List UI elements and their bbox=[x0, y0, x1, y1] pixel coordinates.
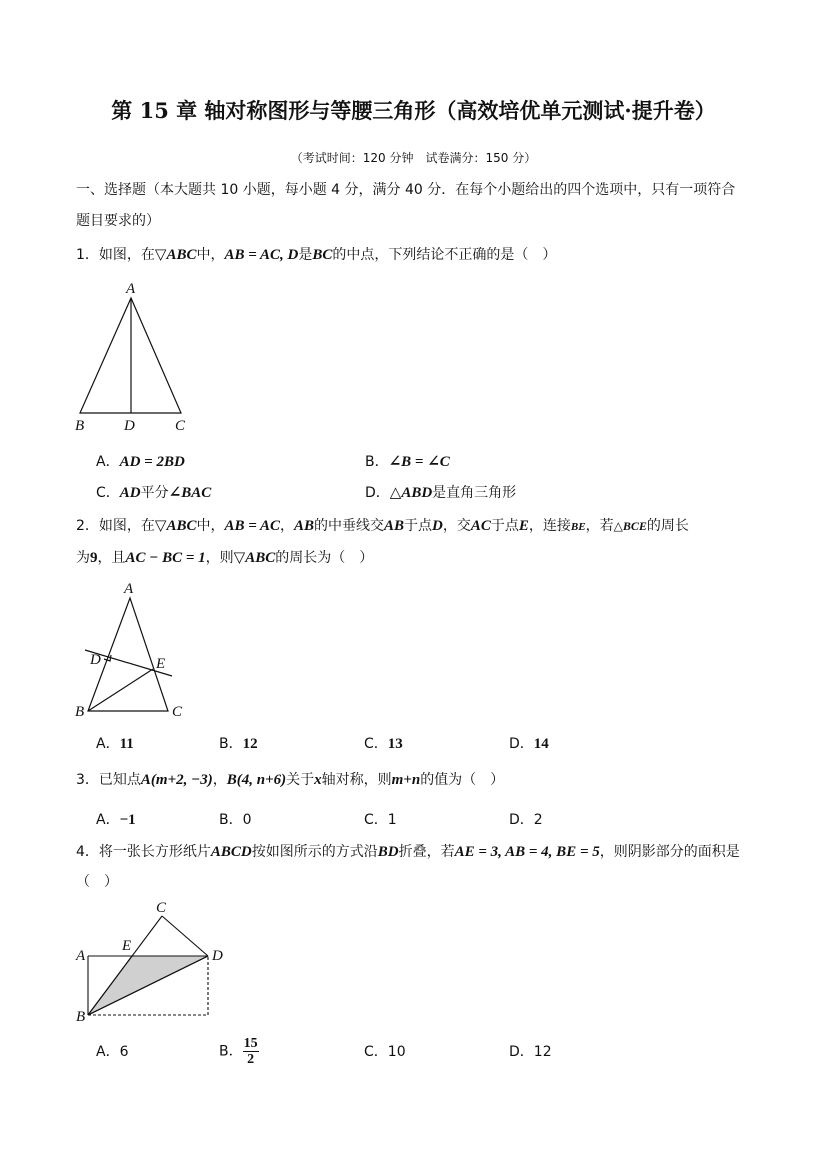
value: 1 bbox=[387, 812, 397, 828]
label-a: A bbox=[76, 948, 86, 964]
label-a: A bbox=[124, 581, 134, 597]
text: 折叠，若 bbox=[398, 844, 455, 860]
question-3 bbox=[76, 770, 504, 790]
option-key: B． bbox=[219, 812, 243, 828]
math: BC bbox=[312, 247, 333, 263]
text: 的周长 bbox=[646, 518, 689, 534]
label-c: C bbox=[175, 418, 186, 434]
figure-q1 bbox=[80, 298, 181, 413]
math: AC bbox=[470, 518, 491, 534]
math: AD bbox=[119, 485, 141, 501]
option-key: B． bbox=[219, 1043, 243, 1060]
text: 1．如图，在 bbox=[76, 247, 155, 263]
option-c[interactable] bbox=[364, 810, 397, 830]
math: m+n bbox=[391, 772, 421, 788]
label-b: B bbox=[76, 1009, 86, 1025]
option-key: B． bbox=[219, 736, 243, 752]
text: 按如图所示的方式沿 bbox=[251, 844, 378, 860]
option-key: C． bbox=[96, 485, 120, 501]
option-d[interactable] bbox=[509, 1042, 552, 1062]
text: 为 bbox=[76, 550, 90, 566]
option-a[interactable] bbox=[96, 452, 185, 472]
label-c: C bbox=[172, 704, 183, 720]
question-2-cont bbox=[76, 548, 373, 568]
option-key: A． bbox=[96, 812, 120, 828]
math: x bbox=[314, 772, 322, 788]
text: 的周长为（ ） bbox=[275, 550, 374, 566]
text: 的值为（ ） bbox=[420, 772, 505, 788]
text: ， bbox=[212, 772, 227, 788]
option-key: A． bbox=[96, 736, 120, 752]
value: 2 bbox=[533, 812, 543, 828]
math: ∠B = ∠C bbox=[388, 454, 450, 470]
option-c[interactable] bbox=[364, 734, 403, 754]
math: △ABD bbox=[389, 485, 433, 501]
label-a: A bbox=[126, 281, 136, 297]
label-c: C bbox=[156, 900, 167, 916]
text: 是直角三角形 bbox=[432, 485, 517, 501]
text: 关于 bbox=[286, 772, 315, 788]
text: 平分 bbox=[140, 485, 169, 501]
option-b[interactable] bbox=[365, 452, 450, 472]
option-key: D． bbox=[509, 812, 534, 828]
math: 9 bbox=[90, 550, 98, 566]
option-key: D． bbox=[509, 736, 534, 752]
option-key: C． bbox=[364, 1044, 388, 1060]
text: 是 bbox=[298, 247, 313, 263]
value: 10 bbox=[387, 1044, 406, 1060]
math: ABCD bbox=[210, 844, 252, 860]
value: 0 bbox=[242, 812, 252, 828]
option-key: C． bbox=[364, 736, 388, 752]
text: 的中垂线交 bbox=[314, 518, 385, 534]
value: 12 bbox=[533, 1044, 552, 1060]
option-c[interactable] bbox=[96, 483, 211, 503]
option-a[interactable] bbox=[96, 734, 134, 754]
text: 中， bbox=[196, 518, 225, 534]
figure-q4 bbox=[88, 916, 208, 1015]
math: −1 bbox=[119, 812, 136, 828]
math: ▽ABC bbox=[154, 247, 197, 263]
option-b[interactable] bbox=[219, 810, 252, 830]
math: AB bbox=[384, 518, 405, 534]
label-d: D bbox=[124, 418, 135, 434]
option-a[interactable] bbox=[96, 1042, 129, 1062]
answer-brackets: （ ） bbox=[76, 874, 118, 890]
option-d[interactable] bbox=[509, 734, 549, 754]
math: A(m+2, −3) bbox=[140, 772, 213, 788]
math: BE bbox=[570, 521, 586, 533]
text: ，且 bbox=[97, 550, 126, 566]
text: 于点 bbox=[404, 518, 433, 534]
math: △BCE bbox=[613, 519, 647, 533]
page-title: 第 15 章 轴对称图形与等腰三角形（高效培优单元测试·提升卷） bbox=[111, 98, 716, 123]
math: ∠BAC bbox=[168, 485, 212, 501]
math: 13 bbox=[387, 736, 403, 752]
option-key: C． bbox=[364, 812, 388, 828]
option-key: A． bbox=[96, 454, 120, 470]
denominator: 2 bbox=[247, 1052, 255, 1067]
math: ▽ABC bbox=[154, 518, 197, 534]
math: AB = AC bbox=[224, 518, 280, 534]
text: ，则阴影部分的面积是 bbox=[599, 844, 740, 860]
math: E bbox=[518, 518, 529, 534]
option-key: A． bbox=[96, 1044, 120, 1060]
option-d[interactable] bbox=[509, 810, 543, 830]
label-b: B bbox=[75, 704, 85, 720]
exam-info: （考试时间：120 分钟 试卷满分：150 分） bbox=[290, 151, 537, 165]
value: 6 bbox=[119, 1044, 129, 1060]
label-e: E bbox=[122, 938, 132, 954]
text: 2．如图，在 bbox=[76, 518, 155, 534]
text: ，交 bbox=[442, 518, 471, 534]
text: 的中点，下列结论不正确的是（ ） bbox=[332, 247, 557, 263]
label-e: E bbox=[156, 656, 166, 672]
section-heading-cont: 题目要求的） bbox=[76, 213, 160, 229]
math: AC − BC = 1 bbox=[125, 550, 206, 566]
question-4 bbox=[76, 842, 740, 862]
option-key: D． bbox=[365, 485, 390, 501]
math: AB bbox=[294, 518, 315, 534]
section-heading: 一、选择题（本大题共 10 小题，每小题 4 分，满分 40 分．在每个小题给出的四个选项中，只有一项符合 bbox=[76, 182, 736, 198]
question-2 bbox=[76, 516, 689, 537]
label-d: D bbox=[90, 652, 101, 668]
text: ，若 bbox=[585, 518, 614, 534]
numerator: 15 bbox=[243, 1036, 258, 1051]
math: ▽ABC bbox=[233, 550, 276, 566]
option-c[interactable] bbox=[364, 1042, 406, 1062]
math: BD bbox=[377, 844, 399, 860]
text: ， bbox=[280, 518, 294, 534]
text: ，连接 bbox=[528, 518, 571, 534]
label-d: D bbox=[212, 948, 223, 964]
text: 中， bbox=[196, 247, 225, 263]
math: AB = AC, D bbox=[224, 247, 299, 263]
option-a[interactable] bbox=[96, 810, 136, 830]
text: 3．已知点 bbox=[76, 772, 141, 788]
fraction bbox=[243, 1036, 259, 1067]
math: AE = 3, AB = 4, BE = 5 bbox=[454, 844, 600, 860]
math: D bbox=[432, 518, 443, 534]
text: 4．将一张长方形纸片 bbox=[76, 844, 211, 860]
math: 11 bbox=[119, 736, 134, 752]
text: 轴对称，则 bbox=[321, 772, 392, 788]
math: AD = 2BD bbox=[119, 454, 185, 470]
option-key: B． bbox=[365, 454, 389, 470]
text: 于点 bbox=[490, 518, 519, 534]
option-b[interactable] bbox=[219, 1036, 259, 1067]
math: 14 bbox=[533, 736, 549, 752]
option-key: D． bbox=[509, 1044, 534, 1060]
math: 12 bbox=[242, 736, 258, 752]
option-d[interactable] bbox=[365, 483, 516, 503]
text: ，则 bbox=[205, 550, 234, 566]
option-b[interactable] bbox=[219, 734, 258, 754]
label-b: B bbox=[75, 418, 85, 434]
math: B(4, n+6) bbox=[226, 772, 287, 788]
